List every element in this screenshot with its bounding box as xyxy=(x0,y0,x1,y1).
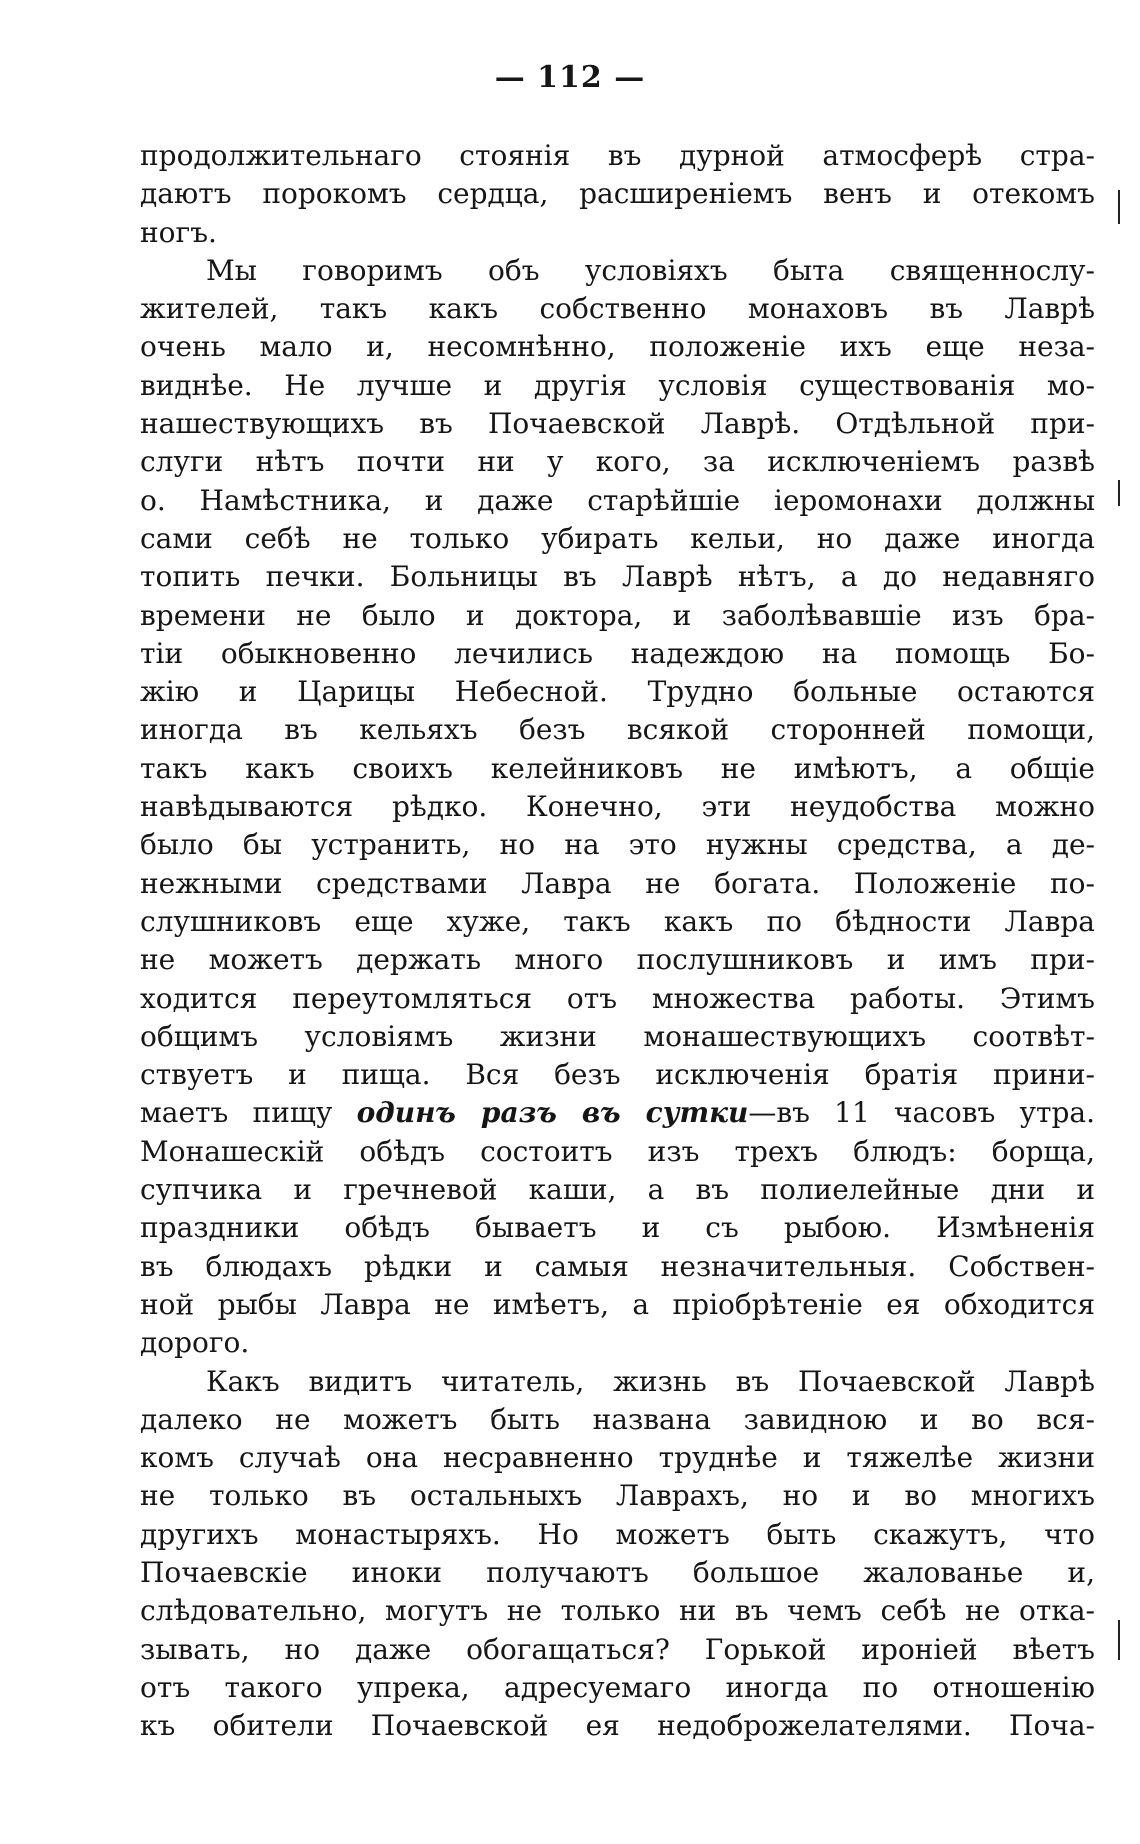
text-line: нежными средствами Лавра не богата. Положеніе по- xyxy=(140,866,1095,900)
text-line: ной рыбы Лавра не имѣетъ, а пріобрѣтеніе ея обходится xyxy=(140,1287,1095,1321)
text-line: слуги нѣтъ почти ни у кого, за исключеніемъ развѣ xyxy=(140,445,1095,479)
text-line: топить печки. Больницы въ Лаврѣ нѣтъ, а до недавняго xyxy=(140,560,1095,594)
text-line: жію и Царицы Небесной. Трудно больные остаются xyxy=(140,675,1095,709)
text-line: Почаевскіе иноки получаютъ большое жалованье и, xyxy=(140,1555,1095,1589)
text-line: другихъ монастыряхъ. Но можетъ быть скажутъ, что xyxy=(140,1517,1095,1551)
page-number: — 112 — xyxy=(494,60,646,95)
binding-edge-mark xyxy=(1118,480,1120,506)
text-line: комъ случаѣ она несравненно труднѣе и тяжелѣе жизни xyxy=(140,1441,1095,1475)
text-line: нашествующихъ въ Почаевской Лаврѣ. Отдѣльной при- xyxy=(140,407,1095,441)
text-line: общимъ условіямъ жизни монашествующихъ соотвѣт- xyxy=(140,1019,1095,1053)
text-line: было бы устранить, но на это нужны средства, а де- xyxy=(140,828,1095,862)
text-line: праздники обѣдъ бываетъ и съ рыбою. Измѣненія xyxy=(140,1211,1095,1245)
emphasized-text: одинъ разъ въ сутки xyxy=(356,1096,749,1130)
text-line xyxy=(140,1094,1095,1132)
text-line: жителей, такъ какъ собственно монаховъ въ Лаврѣ xyxy=(140,292,1095,326)
text-line: въ блюдахъ рѣдки и самыя незначительныя. Собствен- xyxy=(140,1249,1095,1283)
text-line: ногъ. xyxy=(140,215,217,249)
text-line: зывать, но даже обогащаться? Горькой ироніей вѣетъ xyxy=(140,1632,1095,1666)
text-line: Какъ видитъ читатель, жизнь въ Почаевской Лаврѣ xyxy=(206,1364,1095,1398)
text-line: продолжительнаго стоянія въ дурной атмосферѣ стра- xyxy=(140,139,1095,172)
text-line: виднѣе. Не лучше и другія условія существованія мо- xyxy=(140,368,1095,402)
text-line: ствуетъ и пища. Вся безъ исключенія братія прини- xyxy=(140,1058,1095,1092)
text-line: отъ такого упрека, адресуемаго иногда по отношенію xyxy=(140,1670,1095,1704)
text-line: Мы говоримъ объ условіяхъ быта священнослу- xyxy=(206,253,1095,287)
text-line: слушниковъ еще хуже, такъ какъ по бѣдности Лавра xyxy=(140,904,1095,938)
text-line: сами себѣ не только убирать кельи, но даже иногда xyxy=(140,521,1095,555)
text-run: —въ 11 часовъ утра. xyxy=(748,1096,1095,1130)
text-line: такъ какъ своихъ келейниковъ не имѣютъ, а общіе xyxy=(140,751,1095,785)
text-line: не только въ остальныхъ Лаврахъ, но и во многихъ xyxy=(140,1479,1095,1513)
text-line: ходится переутомляться отъ множества работы. Этимъ xyxy=(140,981,1095,1015)
text-line: къ обители Почаевской ея недоброжелателями. Поча- xyxy=(140,1709,1095,1743)
text-line: далеко не можетъ быть названа завидною и во вся- xyxy=(140,1402,1095,1436)
text-line: супчика и гречневой каши, а въ полиелейные дни и xyxy=(140,1173,1095,1207)
text-line: навѣдываются рѣдко. Конечно, эти неудобства можно xyxy=(140,790,1095,824)
text-line: не можетъ держать много послушниковъ и имъ при- xyxy=(140,943,1095,977)
body-text xyxy=(140,137,1095,1745)
text-line: времени не было и доктора, и заболѣвавшіе изъ бра- xyxy=(140,598,1095,632)
text-run: маетъ пищу xyxy=(140,1096,357,1130)
text-line: даютъ порокомъ сердца, расширеніемъ венъ и отекомъ xyxy=(140,177,1095,211)
binding-edge-mark xyxy=(1118,190,1120,224)
text-line: тіи обыкновенно лечились надеждою на помощь Бо- xyxy=(140,636,1095,670)
text-line: иногда въ кельяхъ безъ всякой сторонней помощи, xyxy=(140,713,1095,747)
text-line: слѣдовательно, могутъ не только ни въ чемъ себѣ не отка- xyxy=(140,1594,1095,1628)
binding-edge-mark xyxy=(1118,1620,1120,1660)
text-line: очень мало и, несомнѣнно, положеніе ихъ еще неза- xyxy=(140,330,1095,364)
text-line: дорого. xyxy=(140,1326,250,1360)
text-line: о. Намѣстника, и даже старѣйшіе іеромонахи должны xyxy=(140,483,1095,517)
text-line: Монашескій обѣдъ состоитъ изъ трехъ блюдъ: борща, xyxy=(140,1134,1095,1168)
